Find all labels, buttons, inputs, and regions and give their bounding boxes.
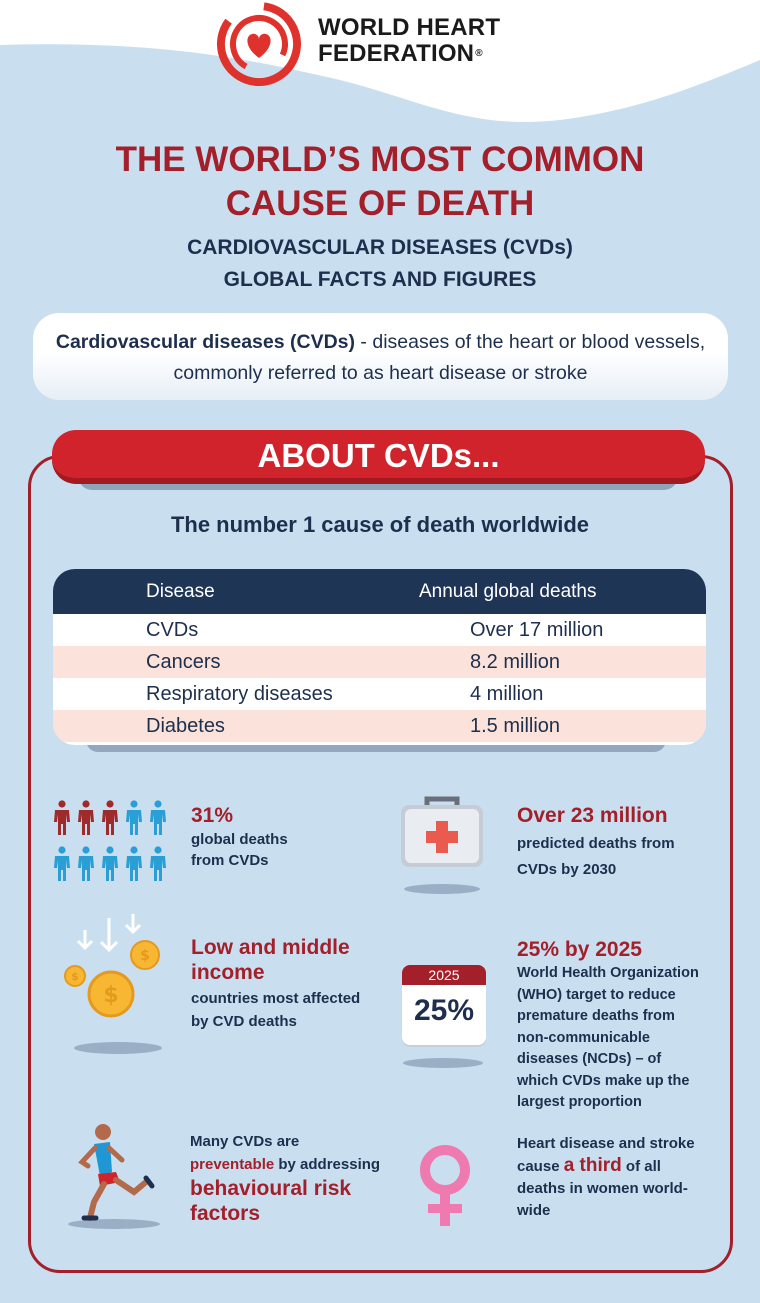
fact-global-deaths-line-1: global deaths	[191, 831, 288, 848]
person-icon	[52, 846, 72, 882]
page-subtitle	[0, 232, 760, 296]
fact-preventable-line-1: Many CVDs are	[190, 1133, 300, 1150]
fact-income	[191, 935, 381, 1033]
table-cell-deaths: 1.5 million	[470, 715, 561, 737]
definition-text: - diseases of the heart or blood vessels, commonly referred to as heart disease or stroke	[173, 331, 706, 384]
runner-icon	[64, 1120, 174, 1230]
fact-income-title-line-1: Low and middle	[191, 936, 350, 959]
coin-symbol: $	[103, 983, 119, 1008]
table-row	[53, 646, 706, 678]
table-cell-disease: Respiratory diseases	[146, 683, 333, 705]
fact-target-text	[517, 963, 737, 1114]
fact-target	[517, 937, 737, 1114]
fact-target-line: diseases (NCDs) – of	[517, 1051, 662, 1067]
annual-deaths-table	[53, 569, 706, 745]
fact-predicted-deaths	[517, 803, 727, 883]
fact-preventable-big-2: factors	[190, 1202, 261, 1225]
fact-target-line: premature deaths from	[517, 1008, 675, 1024]
person-icon	[148, 800, 168, 836]
heart-logo-icon	[215, 0, 303, 88]
table-cell-disease: CVDs	[146, 619, 199, 641]
calendar-value: 25%	[413, 994, 475, 1027]
person-icon	[76, 846, 96, 882]
fact-target-line: largest proportion	[517, 1094, 642, 1110]
logo-line-2: FEDERATION®	[318, 40, 483, 67]
page-title-line-1: THE WORLD’S MOST COMMON	[115, 140, 645, 179]
person-icon	[100, 846, 120, 882]
table-row	[53, 678, 706, 710]
preventable-highlight: preventable	[190, 1156, 275, 1173]
about-cvds-banner: ABOUT CVDs...	[52, 430, 705, 484]
person-icon	[100, 800, 120, 836]
registered-mark: ®	[475, 48, 483, 59]
calendar-shadow	[403, 1058, 483, 1068]
table-cell-deaths: 8.2 million	[470, 651, 561, 673]
fact-target-line: non-communicable	[517, 1029, 650, 1046]
person-icon	[124, 846, 144, 882]
calendar-icon	[402, 965, 486, 1045]
header-logo	[215, 0, 575, 90]
coin-symbol: $	[71, 970, 79, 983]
table-header-row	[53, 569, 706, 614]
page-subtitle-line-2: GLOBAL FACTS AND FIGURES	[223, 268, 537, 291]
table-heading: The number 1 cause of death worldwide	[170, 512, 590, 537]
logo-line-1: WORLD HEART	[318, 14, 501, 41]
fact-women-line-3: deaths in women world-	[517, 1180, 688, 1197]
page-subtitle-line-1: CARDIOVASCULAR DISEASES (CVDs)	[187, 236, 573, 259]
fact-predicted-line-1: predicted deaths from	[517, 835, 675, 852]
fact-income-title-line-2: income	[191, 961, 265, 984]
fact-women-line-4: wide	[517, 1202, 551, 1219]
table-row	[53, 710, 706, 742]
fact-preventable-line-2: preventable by addressing	[190, 1156, 381, 1173]
fact-preventable	[190, 1130, 400, 1226]
fact-global-deaths-title: 31%	[191, 804, 234, 827]
women-highlight: a third	[563, 1155, 622, 1176]
page-title	[0, 138, 760, 226]
fact-predicted-title: Over 23 million	[517, 804, 668, 827]
logo-wordmark	[318, 15, 500, 67]
page-title-line-2: CAUSE OF DEATH	[225, 184, 535, 223]
person-icon	[148, 846, 168, 882]
fact-women-line-2: cause a third of all	[517, 1155, 661, 1176]
table-cell-disease: Cancers	[146, 651, 221, 673]
female-symbol-icon	[415, 1142, 475, 1232]
fact-target-title: 25% by 2025	[517, 938, 642, 961]
person-icon	[52, 800, 72, 836]
fact-global-deaths-line-2: from CVDs	[191, 852, 269, 869]
fact-predicted-line-2: CVDs by 2030	[517, 861, 617, 878]
cvd-definition-box	[33, 313, 728, 400]
calendar-year: 2025	[402, 965, 486, 985]
falling-coins-icon	[63, 910, 173, 1055]
definition-term: Cardiovascular diseases (CVDs)	[55, 331, 356, 353]
fact-women-line-1: Heart disease and stroke	[517, 1135, 695, 1152]
fact-income-line-1: countries most affected	[191, 990, 361, 1007]
table-header-disease: Disease	[146, 581, 215, 602]
table-cell-deaths: Over 17 million	[470, 619, 604, 641]
table-cell-deaths: 4 million	[470, 683, 544, 705]
table-row	[53, 614, 706, 646]
table-header-deaths: Annual global deaths	[419, 581, 597, 602]
fact-women	[517, 1133, 722, 1222]
person-icon	[76, 800, 96, 836]
fact-target-line: World Health Organization	[517, 965, 699, 981]
fact-preventable-big-1: behavioural risk	[190, 1177, 352, 1200]
coin-symbol: $	[140, 948, 150, 964]
fact-income-line-2: by CVD deaths	[191, 1013, 297, 1030]
fact-target-line: which CVDs make up the	[517, 1072, 690, 1089]
fact-target-line: (WHO) target to reduce	[517, 986, 676, 1003]
medical-kit-icon	[397, 795, 487, 895]
table-cell-disease: Diabetes	[146, 715, 225, 737]
person-icon	[124, 800, 144, 836]
people-icon-grid	[52, 800, 172, 882]
fact-global-deaths	[191, 803, 361, 871]
